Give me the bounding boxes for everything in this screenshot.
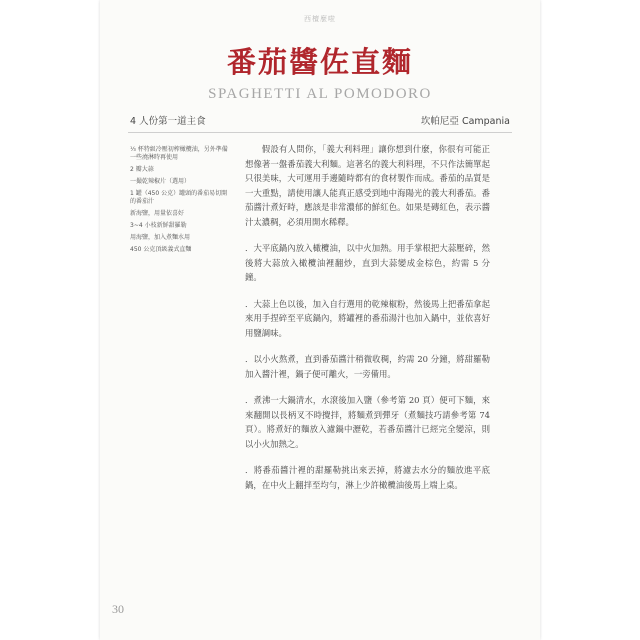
ingredient-item: 用海鹽，加入煮麵水用 — [130, 234, 191, 241]
step-paragraph: ．將番茄醬汁裡的甜羅勒挑出來丟掉，將濾去水分的麵放進平底鍋，在中火上翻拌至均勻，淋上少許橄欖油後馬上端上桌。 — [245, 465, 490, 490]
page-number: 30 — [112, 602, 124, 616]
ingredient-item: 2 瓣大蒜 — [130, 166, 154, 173]
ingredient-item: ⅓ 杯特級冷壓初榨橄欖油，另外準備一些澆淋時再使用 — [130, 146, 228, 161]
step-paragraph: ．大蒜上色以後，加入自行選用的乾辣椒粉，然後馬上把番茄拿起來用手捏碎至平底鍋內，將罐裡的番茄湯汁也加入鍋中，並依喜好用鹽調味。 — [245, 298, 490, 338]
ingredient-item: 450 公克頂級義式直麵 — [130, 246, 192, 253]
region-label: 坎帕尼亞 Campania — [420, 116, 510, 127]
book-page — [100, 0, 540, 640]
recipe-title-chinese: 番茄醬佐直麵 — [226, 45, 413, 79]
recipe-meta-bar — [128, 108, 512, 133]
ingredient-item: 一撮乾辣椒片（選用） — [130, 178, 191, 185]
ingredient-item: 3~4 小枝新鮮甜羅勒 — [130, 222, 187, 229]
step-paragraph: ．大平底鍋內放入橄欖油，以中火加熱。用手掌根把大蒜壓碎，然後將大蒜放入橄欖油裡翻炒，直到大蒜變成金棕色，約需 5 分鐘。 — [245, 243, 490, 282]
step-paragraph: ．以小火熬煮，直到番茄醬汁稍微收稠，約需 20 分鐘，將甜羅勒加入醬汁裡，鍋子便可離火，一旁備用。 — [245, 354, 490, 379]
servings-label: 4 人份第一道主食 — [130, 116, 206, 127]
step-paragraph: ．煮沸一大鍋清水，水滾後加入鹽（參考第 20 頁）便可下麵，來來翻開以長柄叉不時攪拌，將麵煮到彈牙（煮麵技巧請參考第 74 頁）。將煮好的麵放入濾鍋中瀝乾，若番茄醬汁已經完全變涼，則以小火加熱之。 — [245, 395, 490, 449]
running-head: 西檀麼啦 — [304, 15, 336, 23]
intro-paragraph: 假設有人問你，「義大利料理」讓你想到什麼，你很有可能正想像著一盤番茄義大利麵。這著名的義大利料理，不只作法簡單起只很美味，大可運用手邊隨時都有的食材製作而成。番茄的品質是一大重點，請使用讓人能真正感受到地中海陽光的義大利番茄。番茄醬汁煮好時，應該是非常濃郁的鮮紅色。如果是磚紅色，表示醬汁太濃稠，必須用開水稀釋。 — [245, 144, 490, 227]
ingredient-item: 1 罐（450 公克）罐頭的番茄易切開的番茄汁 — [130, 190, 228, 205]
method-text — [245, 142, 490, 504]
ingredient-item: 新海鹽，用量依喜好 — [130, 210, 185, 217]
ingredients-list — [130, 146, 230, 258]
recipe-title-italian: SPAGHETTI AL POMODORO — [208, 86, 432, 102]
